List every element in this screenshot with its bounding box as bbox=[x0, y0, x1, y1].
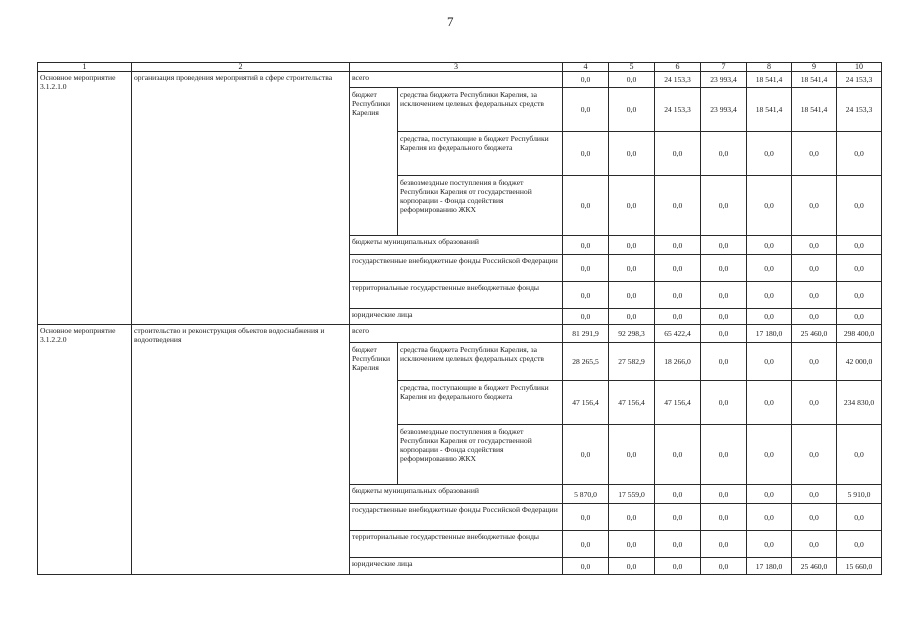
value-cell: 0,0 bbox=[609, 504, 655, 531]
value-cell: 0,0 bbox=[747, 132, 792, 176]
value-cell: 0,0 bbox=[837, 132, 882, 176]
value-cell: 234 830,0 bbox=[837, 381, 882, 425]
header-cell: 3 bbox=[350, 63, 563, 72]
value-cell: 0,0 bbox=[609, 88, 655, 132]
source-label-cell: юридические лица bbox=[350, 309, 563, 325]
subsource-label-cell: средства, поступающие в бюджет Республики Карелия из федерального бюджета bbox=[398, 132, 563, 176]
value-cell: 0,0 bbox=[701, 255, 747, 282]
value-cell: 0,0 bbox=[563, 176, 609, 236]
source-label-cell: государственные внебюджетные фонды Российской Федерации bbox=[350, 504, 563, 531]
value-cell: 0,0 bbox=[609, 176, 655, 236]
value-cell: 0,0 bbox=[563, 255, 609, 282]
value-cell: 25 460,0 bbox=[792, 558, 837, 575]
value-cell: 28 265,5 bbox=[563, 343, 609, 381]
value-cell: 0,0 bbox=[563, 309, 609, 325]
value-cell: 0,0 bbox=[609, 558, 655, 575]
value-cell: 0,0 bbox=[655, 236, 701, 255]
header-cell: 8 bbox=[747, 63, 792, 72]
value-cell: 0,0 bbox=[792, 255, 837, 282]
value-cell: 0,0 bbox=[792, 236, 837, 255]
header-cell: 5 bbox=[609, 63, 655, 72]
value-cell: 24 153,3 bbox=[655, 88, 701, 132]
value-cell: 5 910,0 bbox=[837, 485, 882, 504]
value-cell: 0,0 bbox=[792, 282, 837, 309]
value-cell: 0,0 bbox=[655, 531, 701, 558]
subsource-label-cell: безвозмездные поступления в бюджет Республики Карелия от государственной корпорации - Фонда содействия реформированию ЖКХ bbox=[398, 425, 563, 485]
subsource-label-cell: средства бюджета Республики Карелия, за исключением целевых федеральных средств bbox=[398, 88, 563, 132]
table-row bbox=[38, 325, 882, 343]
value-cell: 15 660,0 bbox=[837, 558, 882, 575]
subsource-label-cell: средства бюджета Республики Карелия, за исключением целевых федеральных средств bbox=[398, 343, 563, 381]
value-cell: 0,0 bbox=[837, 282, 882, 309]
value-cell: 0,0 bbox=[747, 531, 792, 558]
value-cell: 47 156,4 bbox=[563, 381, 609, 425]
value-cell: 0,0 bbox=[837, 255, 882, 282]
header-cell: 9 bbox=[792, 63, 837, 72]
value-cell: 0,0 bbox=[792, 531, 837, 558]
value-cell: 0,0 bbox=[837, 504, 882, 531]
source-label-cell: территориальные государственные внебюджетные фонды bbox=[350, 531, 563, 558]
value-cell: 0,0 bbox=[609, 531, 655, 558]
value-cell: 18 541,4 bbox=[747, 88, 792, 132]
value-cell: 0,0 bbox=[609, 236, 655, 255]
value-cell: 25 460,0 bbox=[792, 325, 837, 343]
value-cell: 0,0 bbox=[792, 381, 837, 425]
value-cell: 0,0 bbox=[563, 132, 609, 176]
value-cell: 0,0 bbox=[609, 72, 655, 88]
value-cell: 0,0 bbox=[792, 309, 837, 325]
value-cell: 0,0 bbox=[655, 504, 701, 531]
source-label-cell: юридические лица bbox=[350, 558, 563, 575]
value-cell: 0,0 bbox=[701, 282, 747, 309]
value-cell: 0,0 bbox=[655, 282, 701, 309]
value-cell: 18 541,4 bbox=[792, 72, 837, 88]
value-cell: 0,0 bbox=[792, 343, 837, 381]
header-cell: 7 bbox=[701, 63, 747, 72]
source-label-cell: всего bbox=[350, 325, 563, 343]
value-cell: 0,0 bbox=[747, 485, 792, 504]
value-cell: 27 582,9 bbox=[609, 343, 655, 381]
header-cell: 4 bbox=[563, 63, 609, 72]
value-cell: 0,0 bbox=[701, 236, 747, 255]
budget-table bbox=[37, 62, 882, 575]
value-cell: 0,0 bbox=[747, 282, 792, 309]
value-cell: 0,0 bbox=[563, 531, 609, 558]
value-cell: 0,0 bbox=[701, 176, 747, 236]
value-cell: 0,0 bbox=[792, 504, 837, 531]
value-cell: 0,0 bbox=[655, 425, 701, 485]
value-cell: 0,0 bbox=[792, 485, 837, 504]
value-cell: 0,0 bbox=[655, 309, 701, 325]
value-cell: 0,0 bbox=[701, 558, 747, 575]
value-cell: 47 156,4 bbox=[655, 381, 701, 425]
value-cell: 0,0 bbox=[747, 381, 792, 425]
value-cell: 23 993,4 bbox=[701, 72, 747, 88]
value-cell: 5 870,0 bbox=[563, 485, 609, 504]
value-cell: 0,0 bbox=[655, 558, 701, 575]
value-cell: 92 298,3 bbox=[609, 325, 655, 343]
value-cell: 298 400,0 bbox=[837, 325, 882, 343]
value-cell: 0,0 bbox=[563, 88, 609, 132]
value-cell: 0,0 bbox=[701, 531, 747, 558]
header-cell: 10 bbox=[837, 63, 882, 72]
value-cell: 18 541,4 bbox=[792, 88, 837, 132]
source-label-cell: бюджеты муниципальных образований bbox=[350, 236, 563, 255]
budget-label-cell: бюджет Республики Карелия bbox=[350, 88, 398, 236]
source-label-cell: территориальные государственные внебюджетные фонды bbox=[350, 282, 563, 309]
value-cell: 23 993,4 bbox=[701, 88, 747, 132]
value-cell: 0,0 bbox=[609, 309, 655, 325]
header-cell: 1 bbox=[38, 63, 132, 72]
subsource-label-cell: безвозмездные поступления в бюджет Республики Карелия от государственной корпорации - Фонда содействия реформированию ЖКХ bbox=[398, 176, 563, 236]
event-code-cell: Основное мероприятие 3.1.2.2.0 bbox=[38, 325, 132, 575]
value-cell: 0,0 bbox=[747, 236, 792, 255]
value-cell: 17 559,0 bbox=[609, 485, 655, 504]
value-cell: 0,0 bbox=[655, 176, 701, 236]
source-label-cell: государственные внебюджетные фонды Российской Федерации bbox=[350, 255, 563, 282]
value-cell: 24 153,3 bbox=[837, 72, 882, 88]
value-cell: 0,0 bbox=[609, 255, 655, 282]
budget-label-cell: бюджет Республики Карелия bbox=[350, 343, 398, 485]
header-cell: 2 bbox=[132, 63, 350, 72]
value-cell: 0,0 bbox=[837, 531, 882, 558]
event-name-cell: строительство и реконструкция объектов водоснабжения и водоотведения bbox=[132, 325, 350, 575]
value-cell: 17 180,0 bbox=[747, 558, 792, 575]
page-number: 7 bbox=[447, 14, 454, 29]
value-cell: 0,0 bbox=[701, 325, 747, 343]
value-cell: 0,0 bbox=[701, 425, 747, 485]
value-cell: 0,0 bbox=[701, 381, 747, 425]
value-cell: 0,0 bbox=[701, 485, 747, 504]
value-cell: 65 422,4 bbox=[655, 325, 701, 343]
value-cell: 81 291,9 bbox=[563, 325, 609, 343]
value-cell: 0,0 bbox=[747, 255, 792, 282]
event-code-cell: Основное мероприятие 3.1.2.1.0 bbox=[38, 72, 132, 325]
value-cell: 0,0 bbox=[837, 309, 882, 325]
value-cell: 0,0 bbox=[701, 132, 747, 176]
source-label-cell: бюджеты муниципальных образований bbox=[350, 485, 563, 504]
value-cell: 0,0 bbox=[655, 255, 701, 282]
value-cell: 24 153,3 bbox=[655, 72, 701, 88]
value-cell: 0,0 bbox=[609, 282, 655, 309]
value-cell: 0,0 bbox=[609, 425, 655, 485]
value-cell: 0,0 bbox=[701, 309, 747, 325]
subsource-label-cell: средства, поступающие в бюджет Республики Карелия из федерального бюджета bbox=[398, 381, 563, 425]
value-cell: 0,0 bbox=[747, 176, 792, 236]
value-cell: 0,0 bbox=[655, 485, 701, 504]
value-cell: 0,0 bbox=[792, 425, 837, 485]
value-cell: 0,0 bbox=[792, 132, 837, 176]
value-cell: 18 541,4 bbox=[747, 72, 792, 88]
value-cell: 0,0 bbox=[563, 504, 609, 531]
value-cell: 0,0 bbox=[655, 132, 701, 176]
value-cell: 0,0 bbox=[563, 236, 609, 255]
value-cell: 0,0 bbox=[747, 504, 792, 531]
header-cell: 6 bbox=[655, 63, 701, 72]
value-cell: 0,0 bbox=[563, 72, 609, 88]
value-cell: 0,0 bbox=[563, 282, 609, 309]
value-cell: 47 156,4 bbox=[609, 381, 655, 425]
value-cell: 0,0 bbox=[837, 425, 882, 485]
value-cell: 0,0 bbox=[837, 236, 882, 255]
event-name-cell: организация проведения мероприятий в сфере строительства bbox=[132, 72, 350, 325]
value-cell: 42 000,0 bbox=[837, 343, 882, 381]
value-cell: 17 180,0 bbox=[747, 325, 792, 343]
value-cell: 0,0 bbox=[747, 343, 792, 381]
value-cell: 0,0 bbox=[792, 176, 837, 236]
value-cell: 18 266,0 bbox=[655, 343, 701, 381]
table-row bbox=[38, 72, 882, 88]
header-row bbox=[38, 63, 882, 72]
value-cell: 0,0 bbox=[701, 343, 747, 381]
value-cell: 0,0 bbox=[563, 425, 609, 485]
value-cell: 0,0 bbox=[747, 425, 792, 485]
value-cell: 0,0 bbox=[837, 176, 882, 236]
value-cell: 0,0 bbox=[609, 132, 655, 176]
value-cell: 0,0 bbox=[563, 558, 609, 575]
value-cell: 0,0 bbox=[747, 309, 792, 325]
value-cell: 0,0 bbox=[701, 504, 747, 531]
source-label-cell: всего bbox=[350, 72, 563, 88]
value-cell: 24 153,3 bbox=[837, 88, 882, 132]
